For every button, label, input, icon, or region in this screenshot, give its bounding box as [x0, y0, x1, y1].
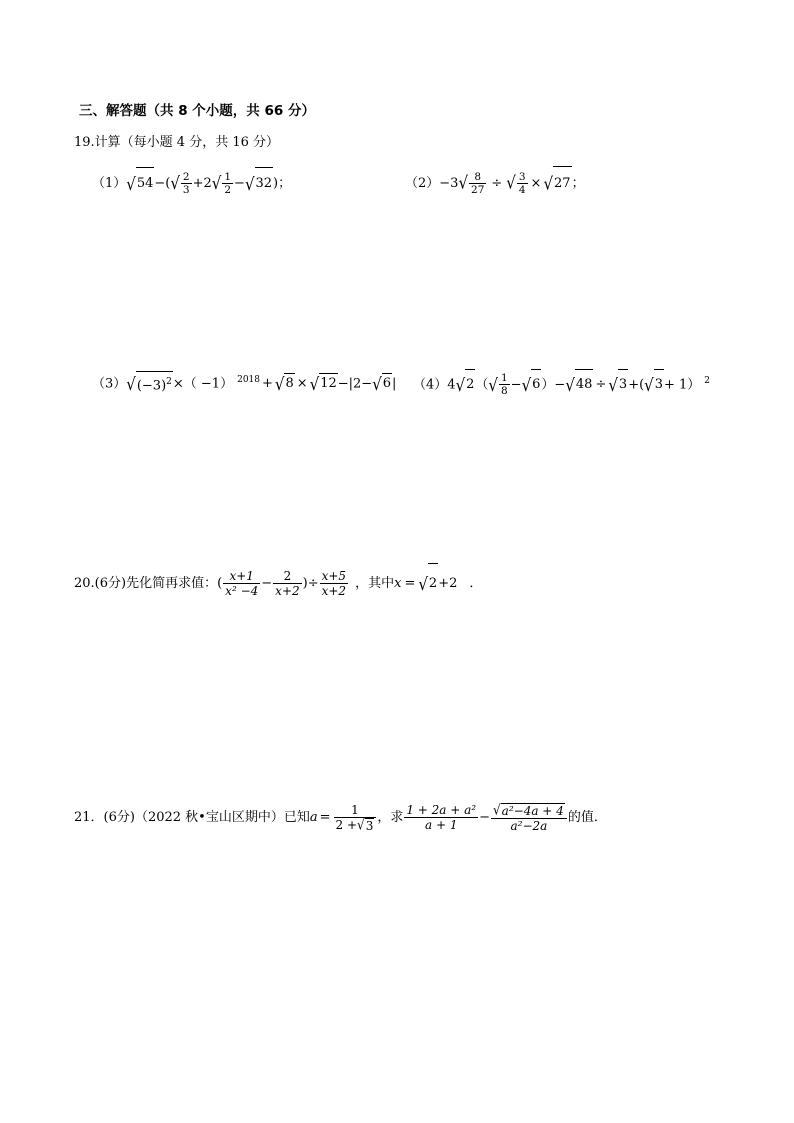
question-19-part-1: （1）√54−(√ $\frac{2}{3}$ +2√ $\frac{1}{2}$ −√32)；: [92, 167, 291, 199]
question-19-part-4: （4）4√2（√ $\frac{1}{8}$ −√6）−√48 ÷ √3+(√3+ 1） $^2$: [413, 366, 710, 396]
sqrt-54: √54: [126, 167, 154, 200]
sqrt-2: √2: [456, 369, 476, 400]
sqrt-8: √8: [274, 373, 294, 395]
sqrt-6: √6: [372, 373, 392, 395]
sqrt-1-2: √ $\frac{1}{2}$: [211, 170, 232, 196]
sqrt-2: √2: [418, 563, 438, 604]
sqrt-27: √27: [543, 166, 571, 201]
fraction-1-2a-a2-over-a1: $\frac{\text{1 + 2a + a²}}{a + 1}$: [406, 803, 477, 832]
fraction-1-over-2-plus-sqrt3: $\frac{1}{2 +√3}$: [334, 803, 377, 833]
sqrt-3-4: √ $\frac{3}{4}$: [506, 170, 526, 196]
fraction-2-over-x2: $\frac{2}{x+2}$: [275, 569, 300, 598]
sqrt-12: √12: [309, 373, 337, 395]
part-label: （2）: [405, 176, 440, 191]
section-heading: 三、解答题（共 8 个小题，共 66 分）: [79, 103, 315, 119]
sqrt-neg3-squared: $√(-3)^2$: [126, 371, 173, 396]
sqrt-48: √48: [565, 369, 593, 400]
part-label: （3）: [92, 376, 127, 392]
fraction-sqrt-over-a2-2a: $\frac{\text{√a²−4a + 4}}{\text{a²−2a}}$: [491, 803, 567, 833]
fraction-x5-over-x2: $\frac{x+5}{x+2}$: [321, 569, 347, 598]
question-21: 21．(6分)（2022 秋•宝山区期中）已知a = $\frac{1}{2 +√3}$ ，求 $\frac{\text{1 + 2a + a²}}{a + 1}$ − $\frac{\text{√a²−4a + 4}}{\text{a²−2a}}$ 的值．: [74, 801, 607, 834]
sqrt-1-8: √ $\frac{1}{8}$: [488, 372, 508, 398]
question-19-part-2: （2）−3√ $\frac{8}{27}$ ÷ √ $\frac{3}{4}$ × √27；: [405, 166, 585, 200]
part-label: （4）: [413, 377, 448, 393]
sqrt-32: √32: [245, 167, 273, 200]
sqrt-3b: √3: [644, 369, 664, 400]
fraction-x1-over-x2-4: $\frac{x+1}{\text{x² −4}}$: [225, 569, 259, 598]
sqrt-3: √3: [608, 369, 628, 400]
question-19-part-3: $(3)√(-3)^2\times( -1) ^{2018} + √8 \times √12-|2-√6|$: [92, 370, 396, 396]
question-19-title: 19.计算（每小题 4 分，共 16 分）: [74, 135, 280, 150]
sqrt-2-3: √ $\frac{2}{3}$: [170, 170, 190, 196]
question-21-prefix: 21．(6分)（2022 秋•宝山区期中）已知: [74, 810, 310, 825]
sqrt-6: √6: [522, 369, 542, 400]
sqrt-8-27: √ $\frac{8}{27}$: [458, 170, 485, 196]
question-20-prefix: 20.(6分)先化简再求值：: [74, 576, 218, 591]
question-20: 20.(6分)先化简再求值：( $\frac{x+1}{\text{x² −4}}$ − $\frac{2}{x+2}$ )÷ $\frac{x+5}{x+2}$ ，其中x = √2+2 ．: [74, 563, 482, 603]
part-label: （1）: [92, 176, 127, 191]
